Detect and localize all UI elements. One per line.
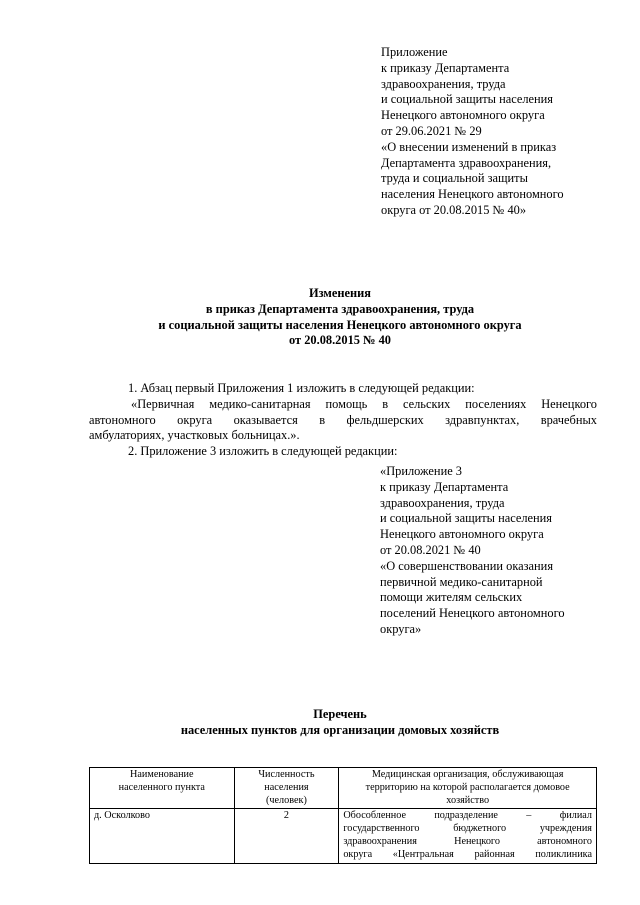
appendix-header-line: труда и социальной защиты <box>381 171 528 186</box>
org-line: округа «Центральная районная поликлиника <box>343 848 592 860</box>
item-1: 1. Абзац первый Приложения 1 изложить в следующей редакции: <box>128 381 475 395</box>
appendix3-header-line: от 20.08.2021 № 40 <box>380 542 481 557</box>
org-line: государственного бюджетного учреждения <box>343 823 592 835</box>
appendix3-header-line: поселений Ненецкого автономного <box>380 606 565 621</box>
quote-paragraph <box>89 397 597 444</box>
appendix-header-line: к приказу Департамента <box>381 60 510 75</box>
appendix3-header-line: здравоохранения, труда <box>380 495 505 510</box>
appendix-header-line: Приложение <box>381 45 448 59</box>
cell-medical-organization <box>339 809 597 863</box>
appendix-header-line: от 29.06.2021 № 29 <box>381 123 482 138</box>
org-line: Обособленное подразделение – филиал <box>343 810 592 822</box>
appendix-header-line: Департамента здравоохранения, <box>381 155 552 170</box>
settlements-table <box>89 767 597 864</box>
appendix-header-line: населения Ненецкого автономного <box>381 187 564 202</box>
title-line: Изменения <box>308 286 371 300</box>
quote-line: автономного округа оказывается в фельдшерских здравпунктах, врачебных <box>89 412 597 427</box>
list-title-line: населенных пунктов для организации домовых хозяйств <box>180 722 500 737</box>
appendix3-header-line: «О совершенствовании оказания <box>380 558 554 573</box>
item-2: 2. Приложение 3 изложить в следующей редакции: <box>128 444 398 459</box>
title-line: в приказ Департамента здравоохранения, труда <box>205 301 475 316</box>
body-text <box>89 381 597 460</box>
document-title <box>60 286 620 349</box>
appendix3-header-line: и социальной защиты населения <box>380 511 553 526</box>
appendix3-header-line: первичной медико-санитарной <box>380 574 543 589</box>
title-line: от 20.08.2015 № 40 <box>288 333 391 348</box>
appendix-header-line: Ненецкого автономного округа <box>381 108 545 123</box>
list-title-line: Перечень <box>313 707 367 721</box>
appendix-header-line: и социальной защиты населения <box>381 92 554 107</box>
appendix3-header-line: Ненецкого автономного округа <box>380 527 544 542</box>
quote-line: «Первичная медико-санитарная помощь в сельских поселениях Ненецкого <box>131 396 597 411</box>
appendix-header <box>381 45 564 219</box>
appendix3-header <box>380 464 565 638</box>
appendix3-header-line: «Приложение 3 <box>380 464 462 478</box>
appendix3-header-line: помощи жителям сельских <box>380 590 523 605</box>
table-header-row <box>90 768 597 809</box>
header-medical-organization: Медицинская организация, обслуживающая территорию на которой располагается домовое хозяйство <box>339 768 597 809</box>
quote-line-last: амбулаториях, участковых больницах.». <box>89 428 300 443</box>
list-title <box>60 707 620 739</box>
appendix-header-line: округа от 20.08.2015 № 40» <box>381 202 527 217</box>
cell-settlement-name: д. Осколково <box>90 809 235 863</box>
header-settlement-name: Наименование населенного пункта <box>90 768 235 809</box>
table-row <box>90 809 597 863</box>
appendix-header-line: здравоохранения, труда <box>381 76 506 91</box>
header-population: Численность населения (человек) <box>234 768 339 809</box>
cell-population: 2 <box>234 809 339 863</box>
appendix-header-line: «О внесении изменений в приказ <box>381 139 557 154</box>
org-line: здравоохранения Ненецкого автономного <box>343 835 592 847</box>
appendix3-header-line: к приказу Департамента <box>380 479 509 494</box>
title-line: и социальной защиты населения Ненецкого автономного округа <box>158 317 522 332</box>
appendix3-header-line: округа» <box>380 621 422 636</box>
